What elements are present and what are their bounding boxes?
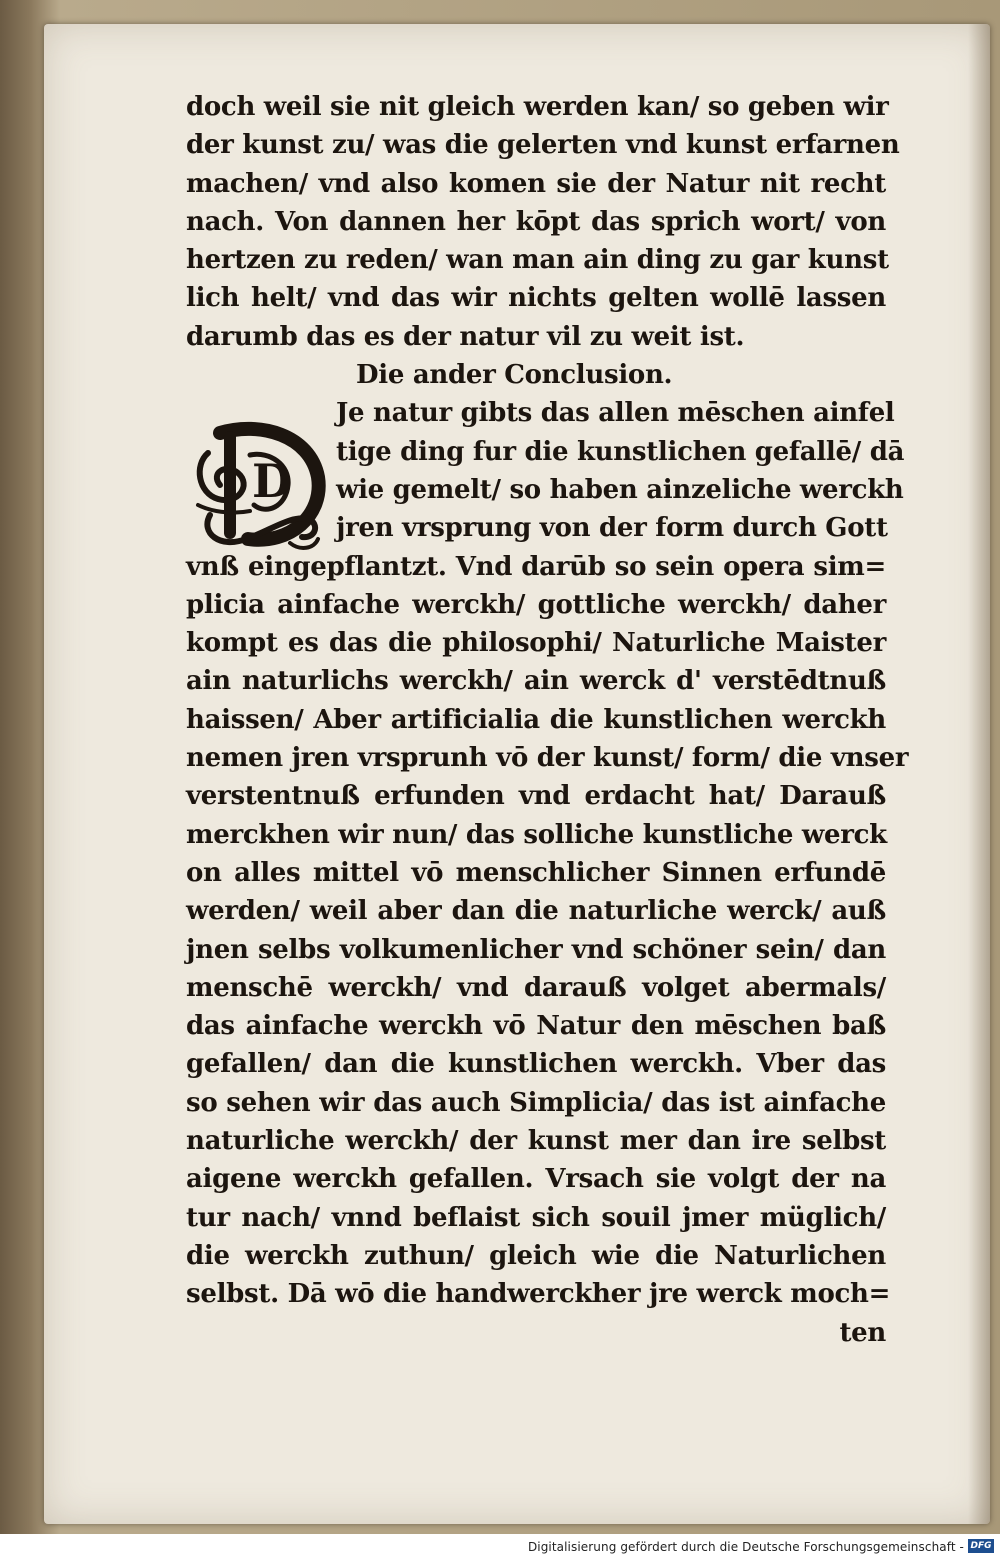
text-line: on alles mittel vō menschlicher Sinnen erfundē <box>186 857 886 888</box>
text-line: machen/ vnd also komen sie der Natur nit recht <box>186 168 886 199</box>
text-line: verstentnuß erfunden vnd erdacht hat/ Darauß <box>186 781 886 812</box>
text-line: so sehen wir das auch Simplicia/ das ist ainfache <box>186 1087 886 1118</box>
footer-bar <box>0 1534 1000 1558</box>
text-line: der kunst zu/ was die gelerten vnd kunst erfarnen <box>186 130 900 161</box>
text-line: Je natur gibts das allen mēschen ainfel <box>336 398 895 429</box>
text-line: das ainfache werckh vō Natur den mēschen baß <box>186 1011 886 1042</box>
footer-credit: Digitalisierung gefördert durch die Deutsche Forschungsgemeinschaft - <box>527 1540 964 1554</box>
text-line: menschē werckh/ vnd darauß volget abermals/ <box>186 972 886 1003</box>
text-line: hertzen zu reden/ wan man ain ding zu gar kunst <box>186 245 889 276</box>
text-line: darumb das es der natur vil zu weit ist. <box>186 321 745 352</box>
text-line: werden/ weil aber dan die naturliche werck/ auß <box>186 896 886 927</box>
catchword: ten <box>839 1317 886 1348</box>
text-line: naturliche werckh/ der kunst mer dan ire selbst <box>186 1126 886 1157</box>
text-line: selbst. Dā wō die handwerckher jre werck moch= <box>186 1279 891 1310</box>
text-line: kompt es das die philosophi/ Naturliche Maister <box>186 628 886 659</box>
text-line: merckhen wir nun/ das solliche kunstliche werck <box>186 819 887 850</box>
ornamental-d-icon <box>190 415 330 555</box>
text-line: jnen selbs volkumenlicher vnd schöner sein/ dan <box>186 934 886 965</box>
text-line: vnß eingepflantzt. Vnd darūb so sein opera sim= <box>186 551 886 582</box>
text-line: ain naturlichs werckh/ ain werck d' verstēdtnuß <box>186 666 886 697</box>
drop-cap-initial <box>190 415 330 555</box>
text-line: jren vrsprung von der form durch Gott <box>336 513 888 544</box>
text-line: nemen jren vrsprunh vō der kunst/ form/ die vnser <box>186 743 909 774</box>
text-line: gefallen/ dan die kunstlichen werckh. Vber das <box>186 1049 886 1080</box>
text-line: plicia ainfache werckh/ gottliche werckh/ daher <box>186 589 886 620</box>
text-line: doch weil sie nit gleich werden kan/ so geben wir <box>186 92 889 122</box>
page-text <box>186 88 909 1352</box>
text-line: wie gemelt/ so haben ainzeliche werckh <box>336 474 904 505</box>
text-line: lich helt/ vnd das wir nichts gelten wollē lassen <box>186 283 886 314</box>
text-line: tige ding fur die kunstlichen gefallē/ dā <box>336 436 905 467</box>
drop-cap-letter: D <box>252 454 292 508</box>
section-heading: Die ander Conclusion. <box>356 360 673 391</box>
text-line: nach. Von dannen her kōpt das sprich wort/ von <box>186 206 886 237</box>
text-line: aigene werckh gefallen. Vrsach sie volgt der na <box>186 1164 886 1195</box>
dfg-logo-icon: DFG <box>968 1539 994 1553</box>
text-line: die werckh zuthun/ gleich wie die Naturlichen <box>186 1240 886 1271</box>
text-line: tur nach/ vnnd beflaist sich souil jmer müglich/ <box>186 1202 886 1233</box>
page-edge <box>968 24 990 1524</box>
text-line: haissen/ Aber artificialia die kunstlichen werckh <box>186 704 886 735</box>
